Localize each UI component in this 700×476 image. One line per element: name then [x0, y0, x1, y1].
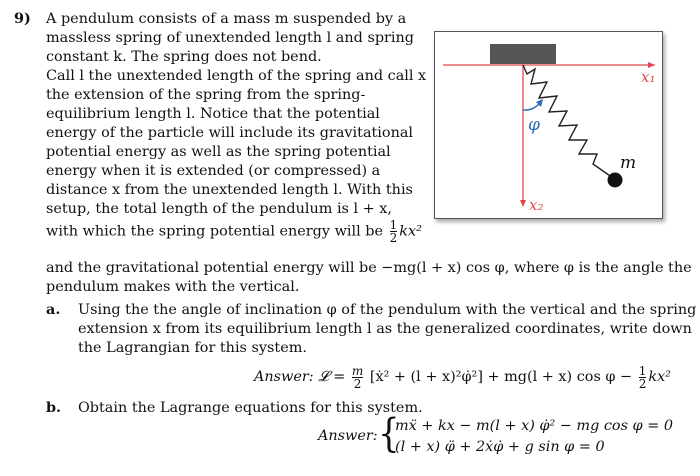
part-a-answer-mid: [ẋ² + (l + x)²φ̇²] + mg(l + x) cos φ −: [369, 369, 633, 385]
frac-1-denominator: 2: [638, 376, 647, 391]
intro-line-7: energy of the particle will include its gravitational: [46, 125, 414, 141]
part-a-answer-lhs: 𝓛 =: [318, 369, 346, 385]
intro-line-6: equilibrium length l. Notice that the potential: [46, 106, 380, 122]
intro-line-12: [46, 219, 422, 244]
intro-line-2: massless spring of unextended length l and spring: [46, 30, 415, 46]
spring-pe-text: with which the spring potential energy will be: [46, 223, 384, 240]
pendulum-figure: [434, 31, 663, 219]
intro-line-8: potential energy as well as the spring potential: [46, 144, 391, 160]
x1-label: x₁: [641, 68, 656, 86]
cont-line-2: pendulum makes with the vertical.: [46, 279, 300, 295]
part-a-answer: [254, 362, 671, 392]
intro-line-9: energy when it is extended (or compressed) a: [46, 163, 381, 179]
intro-line-5: the extension of the spring from the spring-: [46, 87, 366, 103]
part-a-answer-label: Answer:: [254, 369, 314, 385]
cont-line-1: and the gravitational potential energy will be −mg(l + x) cos φ, where φ is the angle the: [46, 260, 692, 276]
part-a-line-3: the Lagrangian for this system.: [78, 340, 307, 356]
intro-line-10: distance x from the unextended length l. With this: [46, 182, 413, 198]
intro-line-3: constant k. The spring does not bend.: [46, 49, 322, 65]
frac-m-over-2: [352, 365, 363, 390]
part-b-answer-label: Answer:: [318, 428, 378, 444]
half-denominator: 2: [389, 231, 398, 245]
part-b-label: b.: [46, 399, 62, 416]
x2-label: x₂: [529, 196, 544, 214]
system-brace: {: [378, 411, 400, 457]
part-a-line-1: Using the the angle of inclination φ of the pendulum with the vertical and the spring: [78, 302, 697, 318]
mass-label: m: [620, 153, 637, 173]
part-a-answer-end: kx²: [648, 369, 671, 385]
intro-line-1: A pendulum consists of a mass m suspended by a: [46, 11, 407, 27]
ceiling-support: [490, 44, 556, 64]
intro-line-4: Call l the unextended length of the spring and call x: [46, 68, 427, 84]
intro-line-11: setup, the total length of the pendulum is l + x,: [46, 201, 393, 217]
frac-m-denominator: 2: [353, 376, 362, 391]
phi-label: φ: [528, 115, 540, 135]
x2-arrowhead: [520, 200, 526, 207]
part-b-line: Obtain the Lagrange equations for this system.: [78, 400, 423, 416]
spring-pe-expr: kx²: [399, 223, 422, 240]
part-a-line-2: extension x from its equilibrium length l as the generalized coordinates, write down: [78, 321, 692, 337]
part-b-eq-1: mẍ + kx − m(l + x) φ̇² − mg cos φ = 0: [395, 418, 673, 434]
mass-bob: [608, 173, 623, 188]
frac-1-numerator: 1: [638, 363, 647, 378]
frac-1-over-2: [639, 365, 647, 390]
pendulum-diagram: [435, 32, 662, 218]
problem-number: 9): [14, 10, 31, 27]
frac-m-numerator: m: [351, 363, 364, 378]
half-fraction: [390, 219, 398, 244]
part-b-eq-2: (l + x) φ̈ + 2ẋφ̇ + g sin φ = 0: [395, 439, 605, 455]
part-a-label: a.: [46, 301, 61, 318]
half-numerator: 1: [389, 218, 398, 232]
